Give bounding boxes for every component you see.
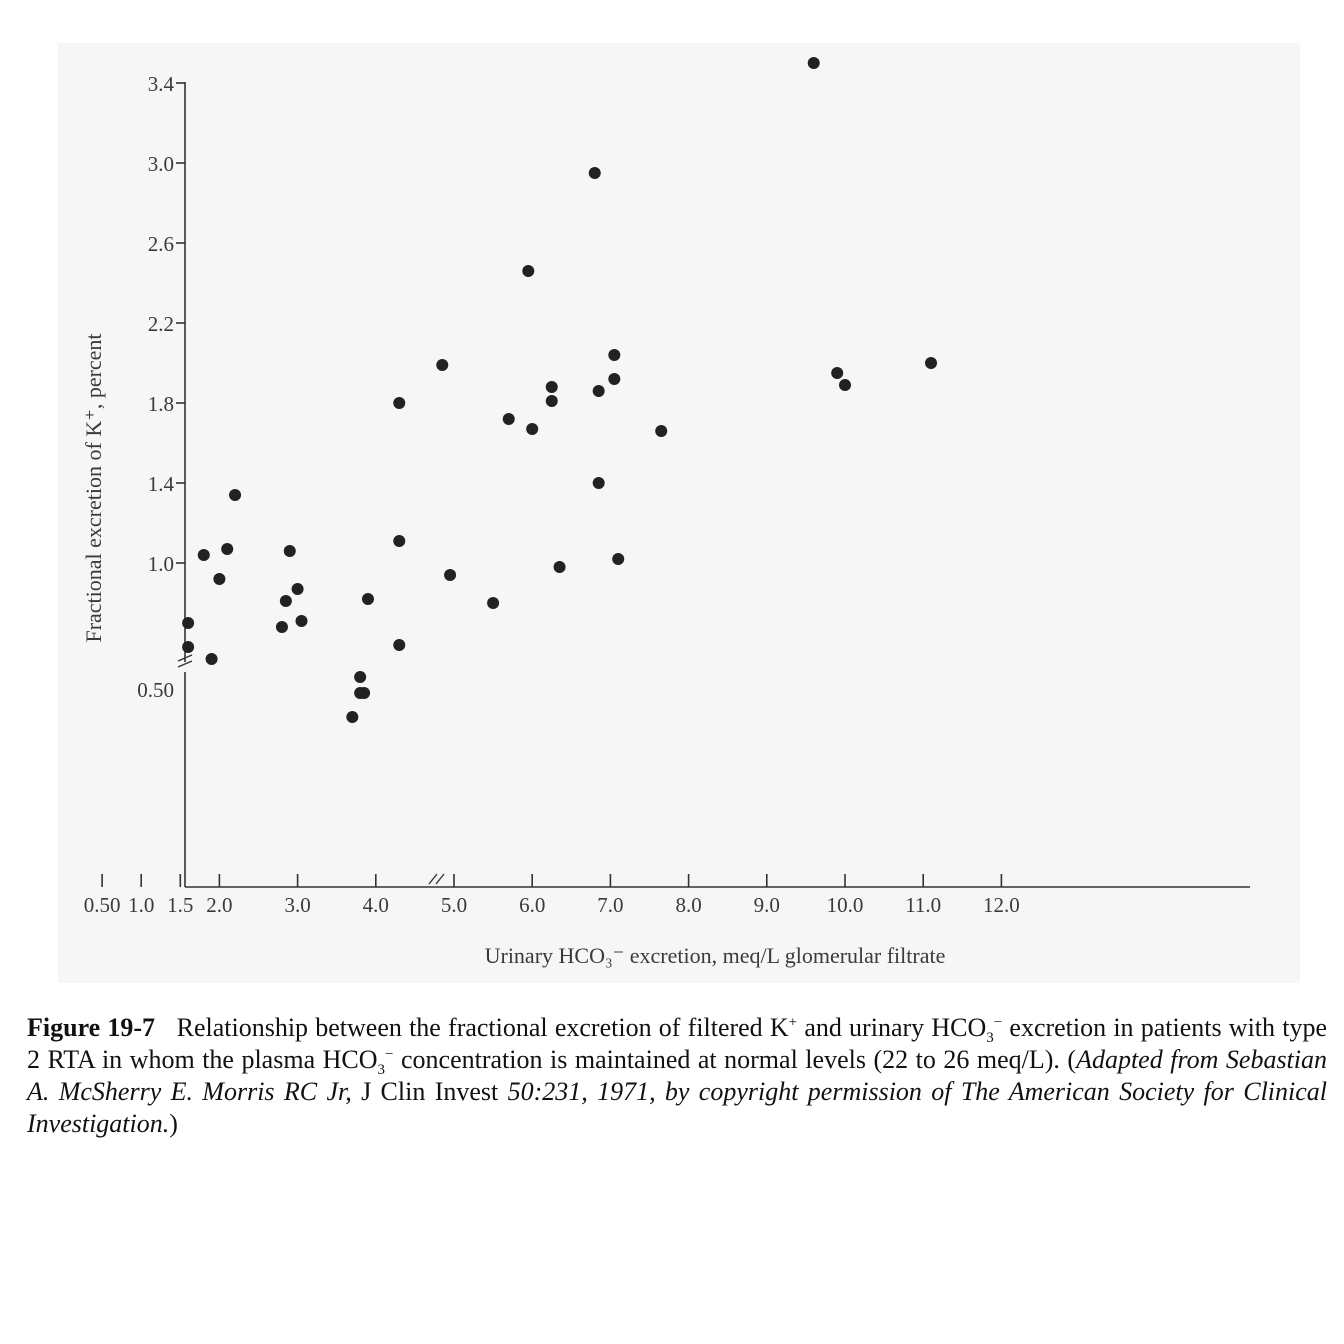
data-point-13 <box>354 671 366 683</box>
data-point-12 <box>346 711 358 723</box>
caption-text: J Clin Invest <box>351 1077 508 1106</box>
data-point-27 <box>546 395 558 407</box>
caption-superscript: − <box>385 1046 394 1063</box>
y-tick-label: 0.50 <box>137 678 174 702</box>
x-ticks <box>84 874 1020 917</box>
data-points <box>182 57 937 723</box>
data-point-39 <box>925 357 937 369</box>
y-tick-label: 2.2 <box>147 312 174 336</box>
caption-text: and urinary HCO <box>797 1013 987 1042</box>
x-tick-label: 4.0 <box>362 893 389 917</box>
x-tick-label: 5.0 <box>440 893 468 917</box>
x-tick-label: 6.0 <box>519 893 546 917</box>
caption-superscript: − <box>993 1014 1003 1031</box>
data-point-6 <box>229 489 241 501</box>
data-point-26 <box>546 381 558 393</box>
data-point-22 <box>487 597 499 609</box>
caption-subscript: 3 <box>377 1062 386 1079</box>
data-point-0 <box>182 617 194 629</box>
x-tick-label: 9.0 <box>753 893 780 917</box>
caption-citation: Adapted from Sebastian A. McSherry E. Morris RC Jr, <box>27 1045 1328 1106</box>
data-point-33 <box>608 373 620 385</box>
data-point-11 <box>296 615 308 627</box>
x-tick-label: 1.5 <box>167 893 194 917</box>
x-axis-break-mark <box>429 874 437 884</box>
caption-text: Relationship between the fractional excretion of filtered K <box>176 1013 789 1042</box>
data-point-4 <box>213 573 225 585</box>
x-axis-label: Urinary HCO₃⁻ excretion, meq/L glomerular filtrate <box>484 943 946 968</box>
figure-caption <box>27 1012 1327 1140</box>
y-tick-label: 1.4 <box>147 472 174 496</box>
data-point-24 <box>522 265 534 277</box>
data-point-17 <box>393 397 405 409</box>
data-point-3 <box>206 653 218 665</box>
data-point-9 <box>284 545 296 557</box>
data-point-23 <box>503 413 515 425</box>
caption-superscript: + <box>788 1014 798 1031</box>
data-point-7 <box>276 621 288 633</box>
caption-subscript: 3 <box>986 1030 994 1047</box>
data-point-37 <box>831 367 843 379</box>
y-tick-label: 1.8 <box>147 392 174 416</box>
y-axis-label: Fractional excretion of K⁺, percent <box>81 333 106 643</box>
data-point-38 <box>839 379 851 391</box>
caption-citation: 50:231, 1971, by copyright permission of The American Society for Clinical Investigation. <box>27 1077 1328 1138</box>
data-point-10 <box>292 583 304 595</box>
figure-label: Figure 19-7 <box>27 1013 156 1042</box>
y-tick-label: 2.6 <box>147 232 174 256</box>
data-point-16 <box>362 593 374 605</box>
y-tick-label: 1.0 <box>147 552 174 576</box>
data-point-30 <box>593 385 605 397</box>
data-point-1 <box>182 641 194 653</box>
caption-text: excretion in patients with type 2 RTA in whom the plasma HCO <box>27 1013 1327 1074</box>
data-point-15 <box>358 687 370 699</box>
data-point-34 <box>612 553 624 565</box>
x-tick-label: 7.0 <box>597 893 624 917</box>
data-point-32 <box>608 349 620 361</box>
x-tick-label: 12.0 <box>983 893 1020 917</box>
data-point-28 <box>554 561 566 573</box>
x-tick-label: 2.0 <box>206 893 233 917</box>
x-tick-label: 1.0 <box>128 893 155 917</box>
data-point-8 <box>280 595 292 607</box>
data-point-21 <box>444 569 456 581</box>
data-point-5 <box>221 543 233 555</box>
data-point-20 <box>436 359 448 371</box>
x-tick-label: 10.0 <box>826 893 864 917</box>
x-axis-break-mark <box>436 874 444 884</box>
x-tick-label: 11.0 <box>905 893 942 917</box>
caption-text: concentration is maintained at normal levels (22 to 26 meq/L). ( <box>393 1045 1077 1074</box>
y-tick-label: 3.4 <box>147 72 174 96</box>
x-tick-label: 3.0 <box>284 893 311 917</box>
data-point-36 <box>808 57 820 69</box>
data-point-2 <box>198 549 210 561</box>
data-point-18 <box>393 535 405 547</box>
data-point-19 <box>393 639 405 651</box>
y-tick-label: 3.0 <box>147 152 174 176</box>
data-point-25 <box>526 423 538 435</box>
data-point-31 <box>593 477 605 489</box>
y-ticks <box>137 72 185 702</box>
x-tick-label: 8.0 <box>675 893 702 917</box>
axes <box>178 82 1250 887</box>
data-point-35 <box>655 425 667 437</box>
x-tick-label: 0.50 <box>83 893 121 917</box>
data-point-29 <box>589 167 601 179</box>
caption-text: ) <box>169 1109 178 1138</box>
